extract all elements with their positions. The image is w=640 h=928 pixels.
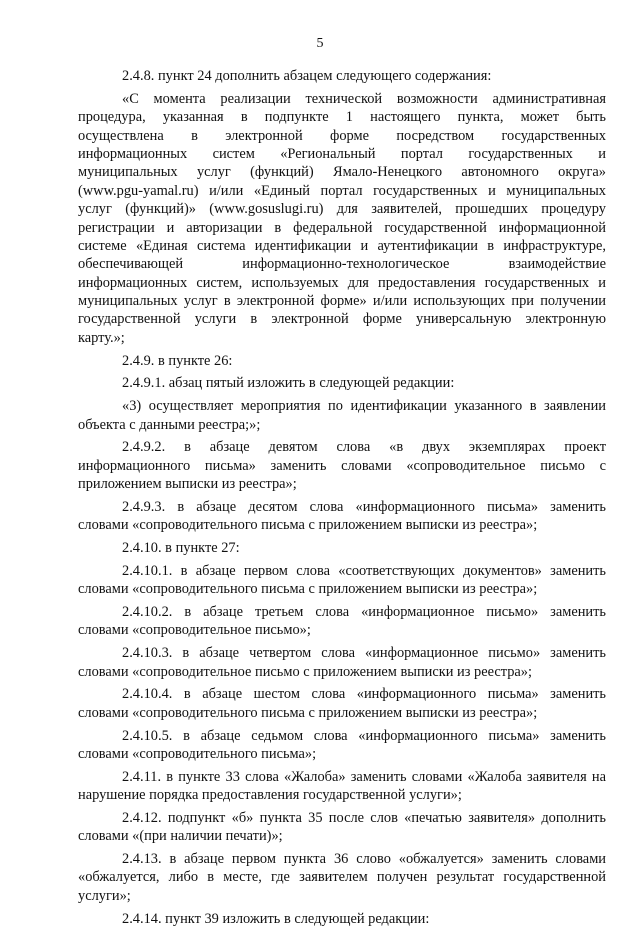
paragraph <box>78 603 606 640</box>
text-line: карту.»; <box>78 329 125 346</box>
text-line: «обжалуется, либо в месте, где заявителем получен результат государственной <box>78 869 606 886</box>
paragraph <box>78 910 606 928</box>
paragraph <box>78 374 606 392</box>
paragraph <box>78 67 606 85</box>
paragraph <box>78 768 606 805</box>
text-line: словами «сопроводительного письма»; <box>78 745 317 762</box>
text-line: 2.4.14. пункт 39 изложить в следующей редакции: <box>122 910 430 927</box>
text-line: «С момента реализации технической возможности административная <box>122 90 606 107</box>
paragraph <box>78 438 606 493</box>
text-line: 2.4.10. в пункте 27: <box>122 540 240 557</box>
text-line: 2.4.9.1. абзац пятый изложить в следующей редакции: <box>122 375 455 392</box>
text-line: 2.4.9.2. в абзаце девятом слова «в двух экземплярах проект <box>122 439 606 456</box>
text-line: словами «(при наличии печати)»; <box>78 828 283 845</box>
document-body <box>78 67 606 928</box>
text-line: обеспечивающей информационно-технологическое взаимодействие <box>78 256 606 273</box>
paragraph <box>78 397 606 434</box>
text-line: государственной услуги в электронной форме универсальную электронную <box>78 311 606 328</box>
text-line: нарушение порядка предоставления государственной услуги»; <box>78 787 462 804</box>
text-line: 2.4.10.5. в абзаце седьмом слова «информационного письма» заменить <box>122 727 606 744</box>
text-line: словами «сопроводительного письма с приложением выписки из реестра»; <box>78 581 538 598</box>
text-line: (www.pgu-yamal.ru) и/или «Единый портал государственных и муниципальных <box>78 182 606 199</box>
paragraph <box>78 498 606 535</box>
text-line: словами «сопроводительное письмо»; <box>78 622 311 639</box>
text-line: системе «Единая система идентификации и аутентификации в инфраструктуре, <box>78 237 606 254</box>
text-line: объекта с данными реестра;»; <box>78 416 261 433</box>
paragraph <box>78 562 606 599</box>
page-number: 5 <box>316 36 324 51</box>
text-line: 2.4.10.1. в абзаце первом слова «соответствующих документов» заменить <box>122 562 606 579</box>
text-line: осуществлена в электронной форме посредством государственных <box>78 127 606 144</box>
text-line: 2.4.13. в абзаце первом пункта 36 слово «обжалуется» заменить словами <box>122 851 606 868</box>
text-line: 2.4.11. в пункте 33 слова «Жалоба» заменить словами «Жалоба заявителя на <box>122 768 606 785</box>
text-line: муниципальных услуг (функций) Ямало-Ненецкого автономного округа» <box>78 164 606 181</box>
text-line: процедура, указанная в подпункте 1 настоящего пункта, может быть <box>78 109 606 126</box>
paragraph <box>78 850 606 905</box>
text-line: услуги»; <box>78 887 131 904</box>
text-line: услуг (функций)» (www.gosuslugi.ru) для заявителей, прошедших процедуру <box>78 201 606 218</box>
text-line: регистрации и авторизации в федеральной государственной информационной <box>78 219 606 236</box>
text-line: муниципальных услуг в электронной форме» и/или использующих при получении <box>78 293 606 310</box>
text-line: 2.4.10.4. в абзаце шестом слова «информационного письма» заменить <box>122 686 606 703</box>
text-line: информационных систем, используемых для предоставления государственных и <box>78 274 606 291</box>
text-line: словами «сопроводительное письмо с приложением выписки из реестра»; <box>78 663 532 680</box>
text-line: словами «сопроводительного письма с приложением выписки из реестра»; <box>78 517 538 534</box>
paragraph <box>78 685 606 722</box>
paragraph <box>78 90 606 347</box>
text-line: информационных систем «Региональный портал государственных и <box>78 145 606 162</box>
paragraph <box>78 352 606 370</box>
text-line: 2.4.8. пункт 24 дополнить абзацем следующего содержания: <box>122 68 492 84</box>
text-line: 2.4.9. в пункте 26: <box>122 352 233 369</box>
text-line: словами «сопроводительного письма с приложением выписки из реестра»; <box>78 704 538 721</box>
paragraph <box>78 809 606 846</box>
text-line: 2.4.10.3. в абзаце четвертом слова «информационное письмо» заменить <box>122 645 606 662</box>
paragraph <box>78 644 606 681</box>
text-line: 2.4.9.3. в абзаце десятом слова «информационного письма» заменить <box>122 498 606 515</box>
text-line: приложением выписки из реестра»; <box>78 476 297 493</box>
paragraph <box>78 539 606 557</box>
text-line: 2.4.12. подпункт «б» пункта 35 после слов «печатью заявителя» дополнить <box>122 809 606 826</box>
text-line: информационного письма» заменить словами «сопроводительное письмо с <box>78 457 606 474</box>
text-line: 2.4.10.2. в абзаце третьем слова «информационное письмо» заменить <box>122 604 606 621</box>
paragraph <box>78 727 606 764</box>
text-line: «3) осуществляет мероприятия по идентификации указанного в заявлении <box>122 398 606 415</box>
